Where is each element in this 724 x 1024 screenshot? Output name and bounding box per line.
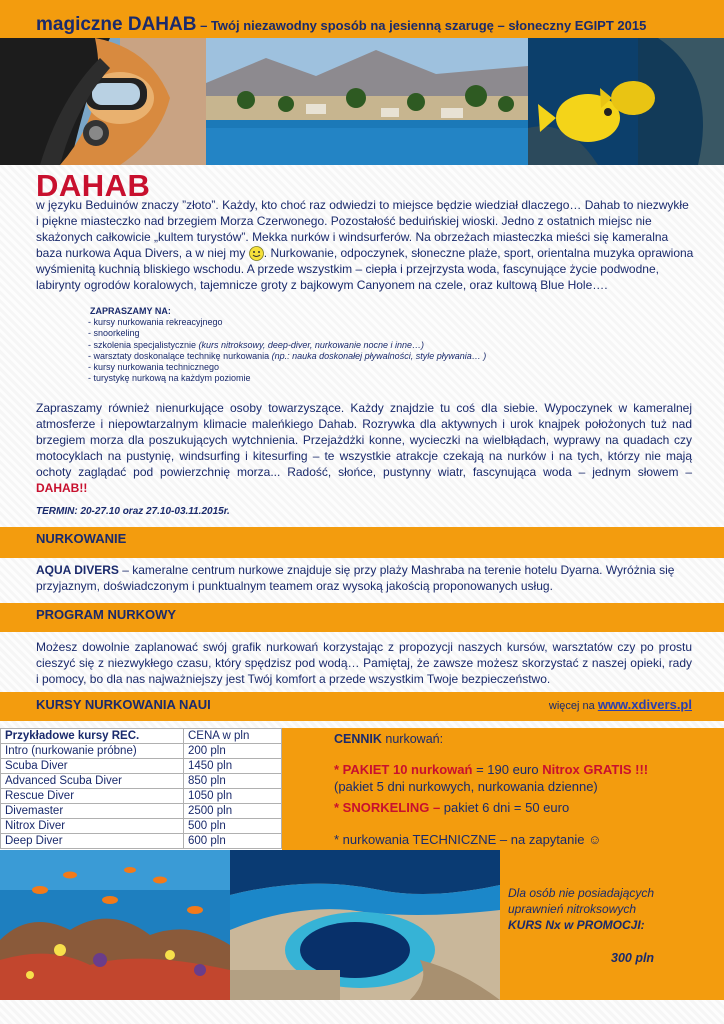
diver-photo [0,38,206,165]
blue-hole-photo [230,850,500,1000]
intro-paragraph [36,197,694,293]
kursy-title: KURSY NURKOWANIA NAUI [36,697,211,712]
main-heading: DAHAB [36,168,151,203]
course-name-cell: Nitrox Diver [1,819,184,834]
offer-item-text: - kursy nurkowania technicznego [88,362,220,373]
offer-item [88,351,486,362]
pakiet-line [334,762,648,777]
course-price-cell: 500 pln [184,819,282,834]
cennik-rest: nurkowań: [381,732,444,746]
promo-line2: uprawnień nitroksowych [508,902,637,916]
offer-item-text: - warsztaty doskonalące technikę nurkowania [88,350,272,361]
aqua-text: – kameralne centrum nurkowe znajduje się przy plaży Mashraba na terenie hotelu Dyarna. Wyróżnia się przyjaznym, doświadczonym i punktualnym teamem oraz wysoką jakością proponowanych usług. [36,563,675,593]
cennik-bold: CENNIK [334,732,382,746]
course-name-cell: Deep Diver [1,834,184,849]
program-title: PROGRAM NURKOWY [36,607,177,622]
table-row [1,744,282,759]
dahab-bay-photo [206,38,528,165]
offer-item-text: - turystykę nurkową na każdym poziomie [88,373,251,384]
smiley-icon [249,246,264,261]
offer-item-text: - kursy nurkowania rekreacyjnego [88,317,223,328]
more-label: więcej na [548,700,595,712]
aqua-name: AQUA DIVERS [36,563,119,577]
reef-photo [0,850,230,1000]
offer-item [88,373,486,384]
pakiet-gratis: Nitrox GRATIS !!! [542,762,649,777]
course-name-cell: Advanced Scuba Diver [1,774,184,789]
promo-block [508,885,654,933]
table-row [1,759,282,774]
pakiet-note: (pakiet 5 dni nurkowych, nurkowania dzienne) [334,779,598,794]
title-rest: – Twój niezawodny sposób na jesienną szarugę – słoneczny EGIPT 2015 [196,18,647,33]
intro-text-2: . Nurkowanie, odpoczynek, słoneczne plaże, sport, orientalna muzyka oprawiona wyśmienitą kuchnią bliskiego wschodu. A przede wszystkim – ciepła i przejrzysta woda, fascynujące życie podwodne, labirynty ogrodów koralowych, tajemnicze groty z bajkowym Canyonem na czele, oraz kultową Blue Hole…. [36,246,694,293]
course-price-cell: 850 pln [184,774,282,789]
xdivers-link[interactable]: www.xdivers.pl [597,697,692,712]
course-name-cell: Divemaster [1,804,184,819]
more-info [549,697,692,712]
table-header-course: Przykładowe kursy REC. [1,729,184,744]
offer-item [88,362,486,373]
offer-item-note: (kurs nitroksowy, deep-diver, nurkowanie nocne i inne…) [198,339,424,350]
price-table [0,728,282,849]
course-price-cell: 1450 pln [184,759,282,774]
course-name-cell: Rescue Diver [1,789,184,804]
offer-items [88,317,486,384]
tech-line: * nurkowania TECHNICZNE – na zapytanie ☺ [334,832,602,847]
offer-item [88,340,486,351]
program-paragraph: Możesz dowolnie zaplanować swój grafik nurkowań korzystając z propozycji naszych kursów, warsztatów czy po prostu cieszyć się z niezwykłego czasu, który spędzisz pod wodą… Pamiętaj, że zawsze możesz skorzystać z naszej opieki, rady i pomocy, bo dla nas najważniejszy jest Twój komfort a przede wszystkim Twoje bezpieczeństwo. [36,640,692,686]
course-price-cell: 2500 pln [184,804,282,819]
intro-text-1: w języku Beduinów znaczy ”złoto”. Każdy, kto choć raz odwiedzi to miejsce będzie wiedział dlaczego… Dahab to niezwykłe i piękne miasteczko nad brzegiem Morza Czerwonego. Pozostałość beduińskiej wioski. Jedno z ostatnich miejsc nie skażonych całkowicie „kultem turystów”. Mekka nurków i windsurferów. Na obrzeżach miasteczka mieści się kameralna baza nurkowa Aqua Divers, a w niej my [36,198,689,260]
promo-line3: KURS Nx w PROMOCJI: [508,918,645,932]
pakiet-bold: * PAKIET 10 nurkowań [334,762,473,777]
cennik-label [334,732,443,746]
nurkowanie-title: NURKOWANIE [36,531,127,546]
table-header-price: CENA w pln [184,729,282,744]
offer-item [88,317,486,328]
invite-paragraph [36,400,692,496]
course-price-cell: 600 pln [184,834,282,849]
offer-item [88,328,486,339]
offer-item-note: (np.: nauka doskonałej pływalności, style pływania… ) [271,350,487,361]
table-row [1,774,282,789]
course-name-cell: Intro (nurkowanie próbne) [1,744,184,759]
price-table-box [0,728,282,850]
table-row [1,834,282,849]
promo-price: 300 pln [611,951,655,965]
course-name-cell: Scuba Diver [1,759,184,774]
offer-list [88,306,486,384]
page-title [36,14,646,36]
snorkeling-line [334,800,569,815]
offer-title: ZAPRASZAMY NA: [90,306,171,316]
offer-item-text: - szkolenia specjalistycznie [88,339,199,350]
table-row [1,819,282,834]
snork-rest: pakiet 6 dni = 50 euro [440,800,570,815]
termin-line: TERMIN: 20-27.10 oraz 27.10-03.11.2015r. [36,506,230,517]
promo-line1: Dla osób nie posiadających [508,886,655,900]
course-price-cell: 200 pln [184,744,282,759]
table-row [1,789,282,804]
table-header-row [1,729,282,744]
course-price-cell: 1050 pln [184,789,282,804]
table-row [1,804,282,819]
invite-bold: DAHAB!! [36,481,88,495]
title-big: magiczne DAHAB [36,14,197,35]
pakiet-price: = 190 euro [472,762,543,777]
offer-item-text: - snoorkeling [88,328,140,339]
snork-bold: * SNORKELING – [334,800,441,815]
invite-text: Zapraszamy również nienurkujące osoby towarzyszące. Każdy znajdzie tu coś dla siebie. Wypoczynek w kameralnej atmosferze i niepowtarzalnym klimacie maleńkiego Dahab. Rozrywka dla aktywnych i urok knajpek położonych tuż nad brzegiem morza dla poszukujących wytchnienia. Przejażdżki konne, wycieczki na wielbłądach, wyprawy na quadach czy motocyklach na pustynię, windsurfing i kitesurfing – te wszystkie atrakcje czekają na nurków i na tych, którzy nie mają ochoty zaglądać pod powierzchnię morza... Radość, słońce, pustynny wiatr, fascynująca woda – jednym słowem – [36,401,692,479]
aqua-paragraph [36,562,676,594]
butterflyfish-photo [528,38,724,165]
